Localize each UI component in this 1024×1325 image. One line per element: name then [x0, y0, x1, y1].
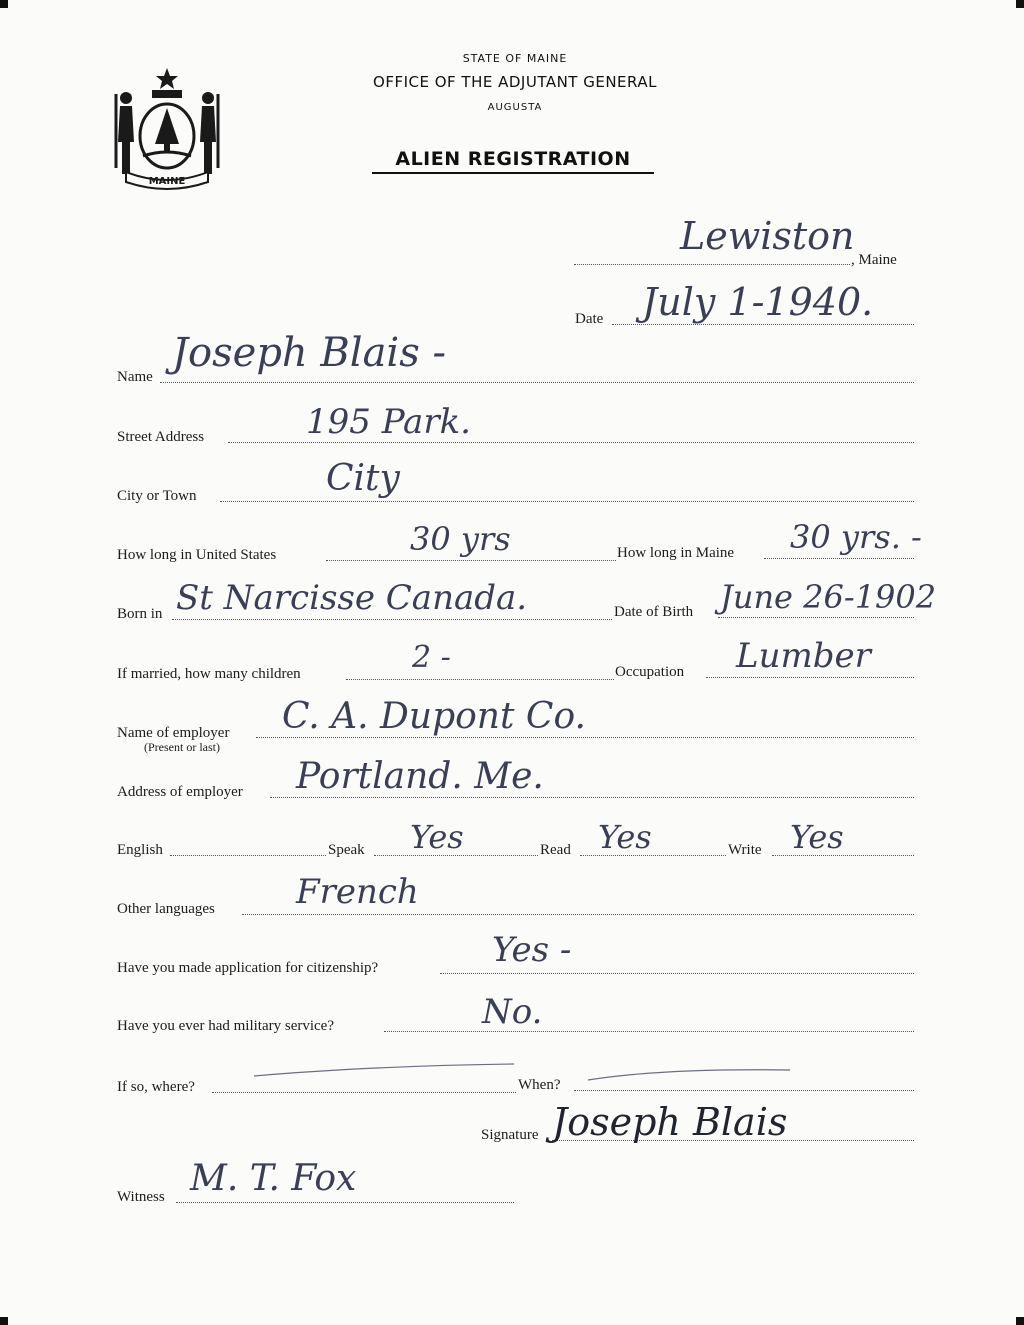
- children-label: If married, how many children: [117, 666, 301, 682]
- where-line: [212, 1092, 516, 1093]
- born-value: St Narcisse Canada.: [176, 578, 528, 618]
- witness-label: Witness: [117, 1189, 165, 1205]
- where-dash-mark: [250, 1060, 520, 1080]
- state-header: STATE OF MAINE: [462, 52, 568, 65]
- us-duration-label: How long in United States: [117, 547, 277, 563]
- employer-label: Name of employer: [117, 725, 230, 741]
- maine-label: , Maine: [851, 252, 897, 268]
- office-header: OFFICE OF THE ADJUTANT GENERAL: [373, 73, 657, 91]
- write-value: Yes: [790, 818, 844, 856]
- born-label: Born in: [117, 606, 163, 622]
- witness-line: [176, 1202, 514, 1203]
- scan-corner-mark: [1016, 0, 1024, 8]
- when-line: [574, 1090, 914, 1091]
- name-label: Name: [117, 369, 153, 385]
- employer-value: C. A. Dupont Co.: [282, 696, 586, 737]
- other-languages-value: French: [296, 872, 419, 912]
- dob-line: [718, 617, 914, 618]
- military-value: No.: [482, 992, 543, 1032]
- english-line: [170, 855, 326, 856]
- us-duration-value: 30 yrs: [410, 520, 511, 558]
- street-line: [228, 442, 914, 443]
- street-value: 195 Park.: [306, 402, 471, 442]
- military-line: [384, 1031, 914, 1032]
- when-label: When?: [518, 1077, 561, 1093]
- citizenship-value: Yes -: [492, 930, 572, 970]
- date-label: Date: [575, 311, 604, 327]
- military-label: Have you ever had military service?: [117, 1018, 334, 1034]
- city-line: [220, 501, 914, 502]
- occupation-line: [706, 677, 914, 678]
- born-line: [172, 619, 612, 620]
- other-languages-line: [242, 914, 914, 915]
- name-value: Joseph Blais -: [172, 330, 446, 376]
- speak-value: Yes: [410, 818, 464, 856]
- street-label: Street Address: [117, 429, 205, 445]
- read-value: Yes: [598, 818, 652, 856]
- other-languages-label: Other languages: [117, 901, 215, 917]
- witness-value: M. T. Fox: [190, 1158, 357, 1199]
- speak-label: Speak: [328, 842, 365, 858]
- read-label: Read: [540, 842, 571, 858]
- children-value: 2 -: [412, 640, 451, 675]
- dob-label: Date of Birth: [614, 604, 694, 620]
- write-label: Write: [728, 842, 762, 858]
- city-value: City: [326, 458, 400, 499]
- town-line: [574, 264, 850, 265]
- employer-address-line: [270, 797, 914, 798]
- maine-duration-line: [764, 558, 914, 559]
- children-line: [346, 679, 614, 680]
- us-duration-line: [326, 560, 616, 561]
- english-label: English: [117, 842, 163, 858]
- date-line: [612, 324, 914, 325]
- scan-corner-mark: [0, 1317, 8, 1325]
- seal-banner-text: MAINE: [148, 176, 186, 187]
- dob-value: June 26-1902: [720, 578, 937, 616]
- when-dash-mark: [584, 1064, 794, 1084]
- maine-state-seal-icon: [112, 64, 222, 192]
- signature-value: Joseph Blais: [552, 1100, 788, 1144]
- name-line: [160, 382, 914, 383]
- employer-address-label: Address of employer: [117, 784, 243, 800]
- date-value: July 1-1940.: [642, 280, 874, 324]
- employer-address-value: Portland. Me.: [296, 756, 544, 797]
- town-value: Lewiston: [680, 214, 855, 258]
- employer-line: [256, 737, 914, 738]
- where-label: If so, where?: [117, 1079, 195, 1095]
- citizenship-label: Have you made application for citizenship?: [117, 960, 379, 976]
- maine-duration-label: How long in Maine: [617, 545, 735, 561]
- occupation-value: Lumber: [736, 636, 871, 676]
- city-header: AUGUSTA: [487, 102, 543, 113]
- employer-sub-label: (Present or last): [144, 740, 220, 754]
- city-label: City or Town: [117, 488, 197, 504]
- occupation-label: Occupation: [615, 664, 685, 680]
- scan-corner-mark: [1016, 1317, 1024, 1325]
- scan-corner-mark: [0, 0, 8, 8]
- citizenship-line: [440, 973, 914, 974]
- maine-duration-value: 30 yrs. -: [790, 518, 922, 556]
- form-title: ALIEN REGISTRATION: [372, 148, 654, 174]
- signature-label: Signature: [481, 1127, 539, 1143]
